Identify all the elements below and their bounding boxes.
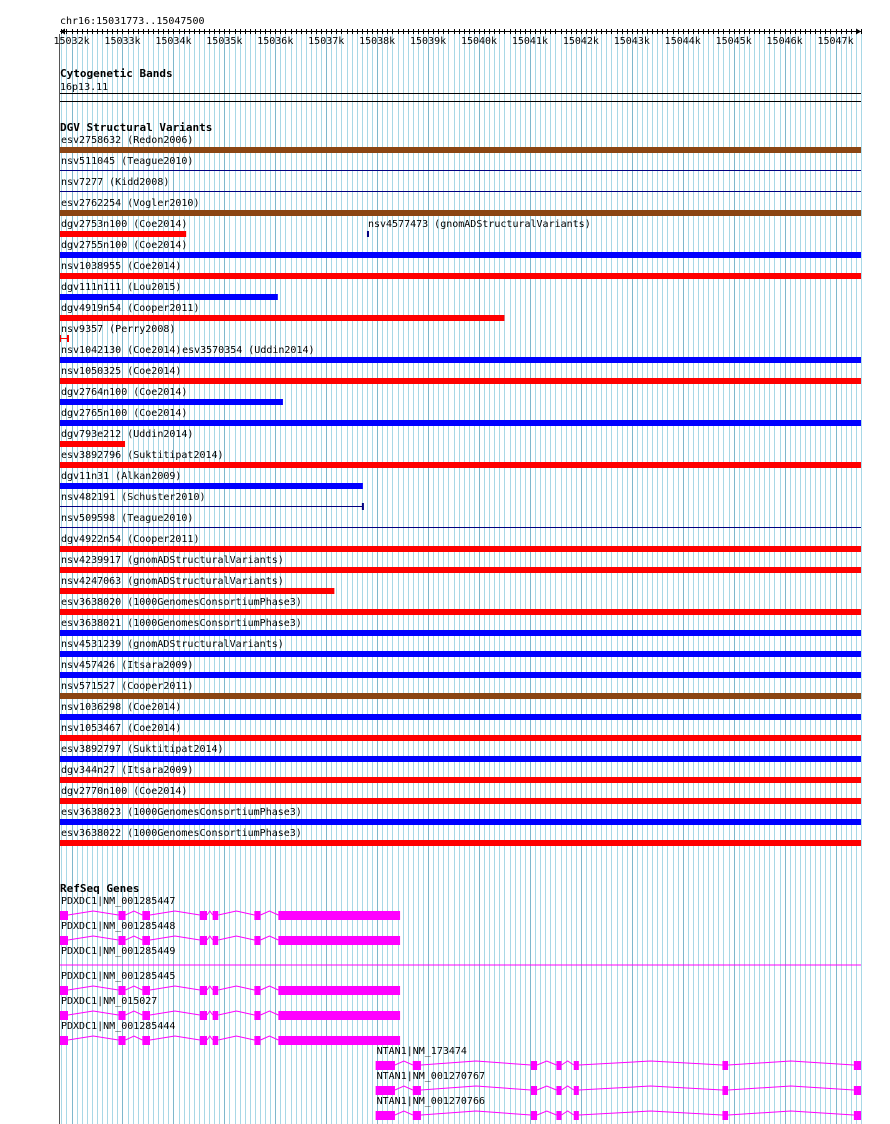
sv-label: nsv509598 (Teague2010) xyxy=(61,513,194,524)
gene-exon xyxy=(60,986,68,995)
gene-exon xyxy=(574,1111,579,1120)
sv-feature xyxy=(60,240,861,258)
gene-intron xyxy=(150,936,200,940)
sv-label: nsv1036298 (Coe2014) xyxy=(61,702,182,713)
sv-bar xyxy=(60,798,861,804)
sv-label: nsv511045 (Teague2010) xyxy=(61,156,194,167)
gene-line xyxy=(60,965,861,966)
gene-exon xyxy=(376,1086,395,1095)
ruler-tick-label: 15041k xyxy=(511,36,549,47)
track-cytogenetic-bands xyxy=(60,67,861,102)
gene-label: PDXDC1|NM_001285445 xyxy=(61,971,176,982)
gene-exon xyxy=(118,986,125,995)
gene-intron xyxy=(68,911,118,915)
sv-feature xyxy=(60,702,861,720)
sv-label: nsv4239917 (gnomADStructuralVariants) xyxy=(61,555,284,566)
sv-bar xyxy=(60,651,861,657)
sv-bar xyxy=(60,483,363,489)
gene-model xyxy=(60,946,861,966)
gene-exon xyxy=(200,936,207,945)
ruler-tick-label: 15039k xyxy=(410,36,447,47)
sv-bar xyxy=(60,462,861,468)
gene-exon xyxy=(60,936,68,945)
gene-intron xyxy=(421,1111,531,1115)
sv-label: esv3638020 (1000GenomesConsortiumPhase3) xyxy=(61,597,302,608)
sv-label: nsv1042130 (Coe2014) xyxy=(61,345,182,356)
gene-intron xyxy=(218,986,254,990)
gene-exon xyxy=(118,1011,125,1020)
ruler-tick-label: 15047k xyxy=(817,36,854,47)
sv-feature xyxy=(60,408,861,426)
sv-bar xyxy=(60,630,861,636)
gene-exon xyxy=(854,1111,861,1120)
sv-bar xyxy=(60,441,125,447)
sv-label: dgv344n27 (Itsara2009) xyxy=(61,765,194,776)
sv-feature xyxy=(367,219,591,237)
sv-bar xyxy=(60,210,861,216)
sv-feature xyxy=(60,156,861,171)
sv-bar xyxy=(60,420,861,426)
gene-exon xyxy=(213,986,219,995)
gene-intron xyxy=(68,936,118,940)
sv-feature xyxy=(60,765,861,783)
ruler-tick-label: 15045k xyxy=(715,36,752,47)
gene-exon xyxy=(722,1111,728,1120)
sv-feature xyxy=(60,744,861,762)
sv-bar xyxy=(60,672,861,678)
sv-label: esv3638023 (1000GenomesConsortiumPhase3) xyxy=(61,807,302,818)
sv-bar xyxy=(60,315,504,321)
gene-intron xyxy=(537,1061,556,1065)
sv-line xyxy=(60,170,861,171)
ruler-tick-label: 15044k xyxy=(664,36,701,47)
gene-exon xyxy=(413,1111,421,1120)
gene-exon xyxy=(142,986,150,995)
sv-feature xyxy=(60,492,364,510)
gene-model xyxy=(60,896,400,920)
band-label: 16p13.11 xyxy=(60,82,109,93)
sv-label: esv3638022 (1000GenomesConsortiumPhase3) xyxy=(61,828,302,839)
sv-bar xyxy=(60,714,861,720)
gene-exon xyxy=(213,1011,219,1020)
sv-label: nsv7277 (Kidd2008) xyxy=(61,177,170,188)
gene-exon xyxy=(854,1061,861,1070)
gene-exon xyxy=(254,911,260,920)
gene-intron xyxy=(421,1061,531,1065)
ruler-tick-label: 15032k xyxy=(53,36,90,47)
track-title: DGV Structural Variants xyxy=(60,121,213,134)
gene-model xyxy=(60,1021,400,1045)
sv-label: dgv11n31 (Alkan2009) xyxy=(61,471,182,482)
sv-feature xyxy=(60,723,861,741)
sv-label: dgv2753n100 (Coe2014) xyxy=(61,219,188,230)
sv-label: dgv793e212 (Uddin2014) xyxy=(61,429,194,440)
sv-feature xyxy=(60,471,363,489)
gene-exon xyxy=(531,1061,537,1070)
sv-line xyxy=(60,506,363,507)
band-separator xyxy=(60,101,861,102)
gene-label: NTAN1|NM_001270767 xyxy=(376,1071,485,1082)
ruler-tick-label: 15038k xyxy=(359,36,396,47)
gene-exon xyxy=(213,936,219,945)
gene-exon xyxy=(118,936,125,945)
gene-exon xyxy=(278,986,400,995)
track-title: Cytogenetic Bands xyxy=(60,67,173,80)
gene-intron xyxy=(218,1011,254,1015)
sv-feature xyxy=(60,681,861,699)
sv-bar xyxy=(60,147,861,153)
sv-bar xyxy=(60,231,186,237)
gene-label: PDXDC1|NM_001285448 xyxy=(61,921,176,932)
gene-exon xyxy=(376,1061,395,1070)
gene-exon xyxy=(531,1086,537,1095)
sv-start-cap xyxy=(60,335,61,342)
sv-feature xyxy=(60,303,504,321)
sv-label: nsv457426 (Itsara2009) xyxy=(61,660,194,671)
sv-feature xyxy=(60,639,861,657)
sv-label: nsv1053467 (Coe2014) xyxy=(61,723,182,734)
sv-feature xyxy=(60,450,861,468)
sv-label: esv3892797 (Suktitipat2014) xyxy=(61,744,224,755)
sv-bar xyxy=(60,777,861,783)
gene-exon xyxy=(142,1011,150,1020)
sv-feature xyxy=(60,135,861,153)
sv-label: nsv4247063 (gnomADStructuralVariants) xyxy=(61,576,284,587)
gene-intron xyxy=(218,911,254,915)
track-refseq-genes xyxy=(60,882,861,1120)
gene-model xyxy=(60,996,400,1020)
gene-exon xyxy=(213,911,219,920)
sv-bar xyxy=(60,588,334,594)
sv-bar xyxy=(60,840,861,846)
sv-end-cap xyxy=(67,335,69,342)
gene-exon xyxy=(722,1061,728,1070)
gene-exon xyxy=(722,1086,728,1095)
gene-intron xyxy=(68,986,118,990)
gene-label: PDXDC1|NM_015027 xyxy=(61,996,158,1007)
gene-intron xyxy=(68,1011,118,1015)
sv-bar xyxy=(60,399,283,405)
ruler-tick-label: 15033k xyxy=(104,36,141,47)
sv-label: nsv1038955 (Coe2014) xyxy=(61,261,182,272)
gene-exon xyxy=(254,1036,260,1045)
sv-line xyxy=(60,191,861,192)
gene-exon xyxy=(118,911,125,920)
sv-feature xyxy=(60,807,861,825)
ruler-tick-label: 15042k xyxy=(562,36,599,47)
gene-intron xyxy=(537,1086,556,1090)
gene-intron xyxy=(68,1036,118,1040)
sv-bar xyxy=(60,546,861,552)
gene-exon xyxy=(200,1011,207,1020)
sv-bar xyxy=(60,567,861,573)
sv-bar xyxy=(60,735,861,741)
sv-label: dgv4922n54 (Cooper2011) xyxy=(61,534,200,545)
sv-label: nsv4577473 (gnomADStructuralVariants) xyxy=(367,219,591,230)
sv-bar xyxy=(60,378,861,384)
gene-exon xyxy=(200,1036,207,1045)
gene-intron xyxy=(218,936,254,940)
sv-feature xyxy=(60,219,187,237)
sv-bar xyxy=(60,273,861,279)
sv-label: nsv571527 (Cooper2011) xyxy=(61,681,194,692)
gene-exon xyxy=(556,1061,561,1070)
ruler-tick-label: 15043k xyxy=(613,36,650,47)
sv-feature xyxy=(60,177,861,192)
sv-bar xyxy=(60,609,861,615)
gene-exon xyxy=(254,936,260,945)
gene-intron xyxy=(579,1061,723,1065)
gene-intron xyxy=(579,1111,723,1115)
gene-label: NTAN1|NM_173474 xyxy=(376,1046,467,1057)
gene-model xyxy=(60,971,400,995)
gene-exon xyxy=(60,911,68,920)
sv-bar xyxy=(60,252,861,258)
gene-exon xyxy=(60,1036,68,1045)
sv-bar xyxy=(60,756,861,762)
gene-exon xyxy=(278,936,400,945)
gene-exon xyxy=(413,1061,421,1070)
gene-exon xyxy=(254,986,260,995)
sv-label: dgv2770n100 (Coe2014) xyxy=(61,786,188,797)
gene-exon xyxy=(278,911,400,920)
gene-exon xyxy=(556,1086,561,1095)
sv-bar xyxy=(60,357,861,363)
gene-exon xyxy=(142,911,150,920)
gene-label: PDXDC1|NM_001285447 xyxy=(61,896,176,907)
track-dgv-structural-variants xyxy=(60,121,861,846)
gene-exon xyxy=(278,1011,400,1020)
sv-feature xyxy=(60,366,861,384)
location-label: chr16:15031773..15047500 xyxy=(60,16,205,27)
sv-label: nsv9357 (Perry2008) xyxy=(61,324,176,335)
ruler-left-arrow xyxy=(60,29,65,35)
ruler-tick-label: 15040k xyxy=(460,36,498,47)
ruler-tick-label: 15036k xyxy=(257,36,294,47)
sv-feature xyxy=(60,345,861,363)
track-title: RefSeq Genes xyxy=(60,882,140,895)
coordinate-ruler xyxy=(53,29,861,48)
sv-feature xyxy=(60,786,861,804)
sv-end-cap xyxy=(362,503,364,510)
gene-exon xyxy=(531,1111,537,1120)
sv-feature xyxy=(60,660,861,678)
ruler-tick-label: 15035k xyxy=(206,36,243,47)
sv-label: esv2762254 (Vogler2010) xyxy=(61,198,200,209)
sv-feature xyxy=(60,534,861,552)
gene-exon xyxy=(376,1111,395,1120)
sv-line xyxy=(60,527,861,528)
sv-line xyxy=(60,338,68,339)
sv-label: dgv2764n100 (Coe2014) xyxy=(61,387,188,398)
gene-exon xyxy=(854,1086,861,1095)
gene-exon xyxy=(200,911,207,920)
ruler-tick-label: 15046k xyxy=(766,36,803,47)
gene-exon xyxy=(254,1011,260,1020)
sv-label: nsv482191 (Schuster2010) xyxy=(61,492,206,503)
gene-exon xyxy=(118,1036,125,1045)
gene-intron xyxy=(579,1086,723,1090)
sv-label: dgv4919n54 (Cooper2011) xyxy=(61,303,200,314)
sv-feature xyxy=(60,387,283,405)
sv-label: esv3892796 (Suktitipat2014) xyxy=(61,450,224,461)
sv-feature xyxy=(60,555,861,573)
gene-model xyxy=(60,921,400,945)
gene-exon xyxy=(574,1061,579,1070)
gene-label: PDXDC1|NM_001285449 xyxy=(61,946,176,957)
gene-intron xyxy=(421,1086,531,1090)
gene-intron xyxy=(150,1036,200,1040)
sv-bar xyxy=(60,693,861,699)
gene-intron xyxy=(537,1111,556,1115)
sv-feature xyxy=(60,828,861,846)
sv-feature xyxy=(60,597,861,615)
sv-feature xyxy=(60,576,334,594)
sv-feature xyxy=(60,618,861,636)
sv-label: dgv2765n100 (Coe2014) xyxy=(61,408,188,419)
gene-exon xyxy=(200,986,207,995)
ruler-tick-label: 15034k xyxy=(155,36,192,47)
sv-label: nsv4531239 (gnomADStructuralVariants) xyxy=(61,639,284,650)
sv-bar xyxy=(60,294,278,300)
gene-exon xyxy=(556,1111,561,1120)
gene-intron xyxy=(150,911,200,915)
gene-exon xyxy=(142,936,150,945)
gene-exon xyxy=(574,1086,579,1095)
gene-intron xyxy=(150,1011,200,1015)
gene-exon xyxy=(142,1036,150,1045)
sv-label: esv3570354 (Uddin2014) xyxy=(182,345,315,356)
gene-exon xyxy=(278,1036,400,1045)
sv-feature xyxy=(60,198,861,216)
gene-exon xyxy=(60,1011,68,1020)
sv-feature xyxy=(60,261,861,279)
gene-label: NTAN1|NM_001270766 xyxy=(376,1096,485,1107)
sv-feature xyxy=(60,513,861,528)
band-separator xyxy=(60,93,861,94)
sv-label: nsv1050325 (Coe2014) xyxy=(61,366,182,377)
gene-label: PDXDC1|NM_001285444 xyxy=(61,1021,176,1032)
sv-bar xyxy=(367,231,369,237)
sv-label: dgv111n111 (Lou2015) xyxy=(61,282,182,293)
sv-label: esv3638021 (1000GenomesConsortiumPhase3) xyxy=(61,618,302,629)
gene-intron xyxy=(150,986,200,990)
sv-label: esv2758632 (Redon2006) xyxy=(61,135,194,146)
sv-label: dgv2755n100 (Coe2014) xyxy=(61,240,188,251)
gene-exon xyxy=(413,1086,421,1095)
ruler-tick-label: 15037k xyxy=(308,36,345,47)
gene-intron xyxy=(218,1036,254,1040)
gene-exon xyxy=(213,1036,219,1045)
sv-bar xyxy=(60,819,861,825)
